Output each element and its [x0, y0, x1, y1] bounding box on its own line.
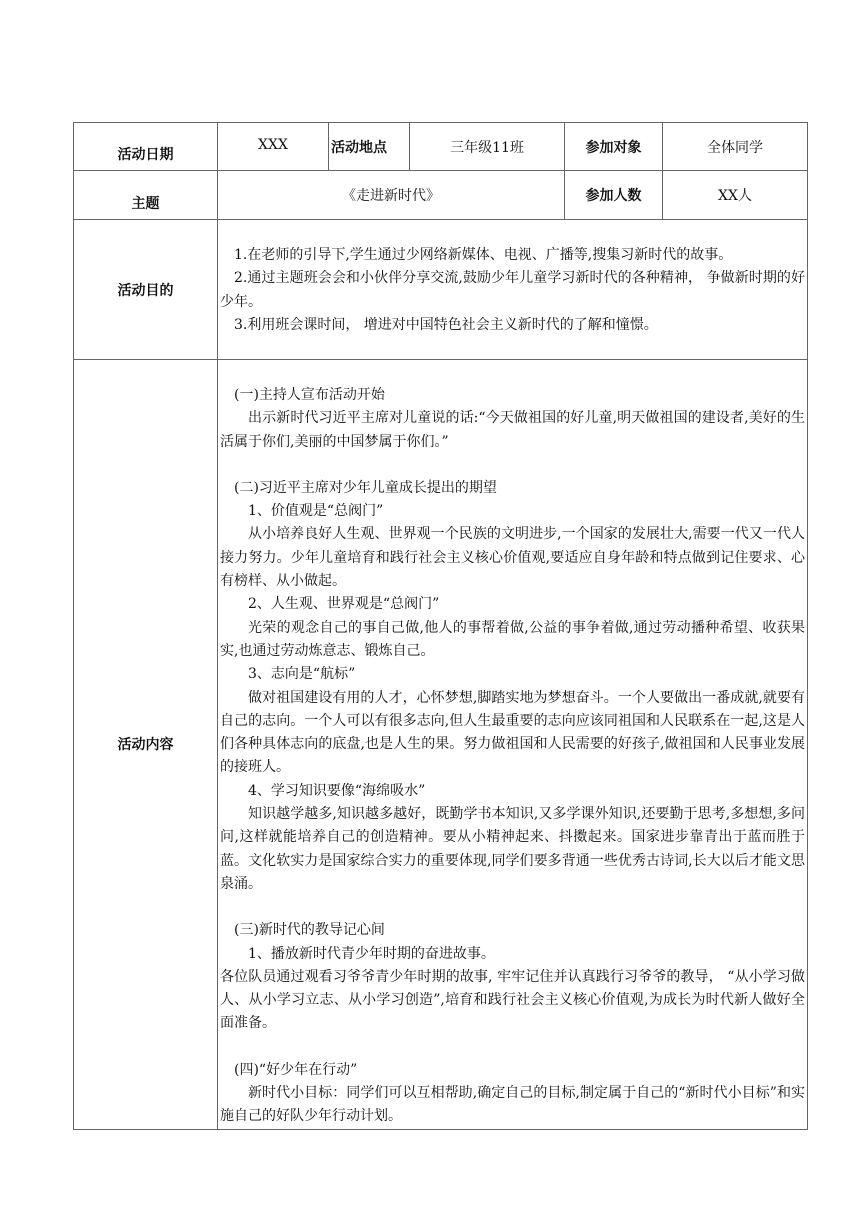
- section-2-para-4: 知识越学越多,知识越多越好，既勤学书本知识,又多学课外知识,还要勤于思考,多想想,多问问,这样就能培养自己的创造精神。要从小精神起来、抖擞起来。国家进步靠青出于蓝而胜于蓝。文化软实力是国家综合实力的重要体现,同学们要多背通一些优秀古诗词,长大以后才能文思泉涌。: [220, 806, 805, 892]
- section-4-para-1: 新时代小目标：同学们可以互相帮助,确定自己的目标,制定属于自己的“新时代小目标”和实施自己的好队少年行动计划。: [220, 1085, 805, 1125]
- section-2-title: (二)习近平主席对少年儿童成长提出的期望: [234, 479, 497, 496]
- date-value: XXX: [218, 123, 329, 171]
- section-2-para-3: 做对祖国建设有用的人才，心怀梦想,脚踏实地为梦想奋斗。一个人要做出一番成就,就要有自己的志向。一个人可以有很多志向,但人生最重要的志向应该同祖国和人民联系在一起,这是人们各种具体志向的底盘,也是人生的果。努力做祖国和人民需要的好孩子,做祖国和人民事业发展的接班人。: [220, 689, 805, 776]
- section-2-para-2: 光荣的观念自己的事自己做,他人的事帮着做,公益的事争着做,通过劳动播种希望、收获果实,也通过劳动炼意志、锻炼自己。: [220, 619, 805, 659]
- content-label: 活动内容: [74, 360, 218, 1130]
- section-4-title: (四)“好少年在行动”: [234, 1061, 358, 1078]
- purpose-item-2: 2.通过主题班会会和小伙伴分享交流,鼓励少年儿童学习新时代的各种精神， 争做新时期的好少年。: [220, 270, 805, 310]
- purpose-item-3: 3.利用班会课时间， 增进对中国特色社会主义新时代的了解和憧憬。: [234, 316, 658, 333]
- theme-value: 《走进新时代》: [218, 171, 565, 220]
- section-3-para-1: 各位队员通过观看习爷爷青少年时期的故事, 牢牢记住并认真践行习爷爷的教导， “从小学习做人、从小学习立志、从小学习创造”,培育和践行社会主义核心价值观,为成长为时代新人做好全面准备。: [220, 968, 805, 1032]
- section-2-heading-3: 3、志向是“航标”: [248, 666, 356, 683]
- section-2-heading-4: 4、学习知识要像“海绵吸水”: [248, 782, 426, 799]
- info-row-1: [74, 123, 808, 171]
- section-3-heading-1: 1、播放新时代青少年时期的奋进故事。: [248, 945, 495, 962]
- info-row-2: [74, 171, 808, 220]
- theme-label: 主题: [74, 171, 218, 220]
- count-label: 参加人数: [565, 171, 663, 220]
- count-value: XX人: [663, 171, 808, 220]
- section-1-title: (一)主持人宣布活动开始: [234, 387, 385, 403]
- date-label: 活动日期: [74, 123, 218, 171]
- content-row: [74, 360, 808, 1130]
- section-2-para-1: 从小培养良好人生观、世界观一个民族的文明进步,一个国家的发展壮大,需要一代又一代人接力努力。少年儿童培育和践行社会主义核心价值观,要适应自身年龄和特点做到记住要求、心有榜样、从小做起。: [220, 526, 805, 590]
- section-2-heading-2: 2、人生观、世界观是“总阀门”: [248, 596, 440, 613]
- purpose-label: 活动目的: [74, 220, 218, 360]
- section-1-body: 出示新时代习近平主席对儿童说的话:“今天做祖国的好儿童,明天做祖国的建设者,美好的生活属于你们,美丽的中国梦属于你们。”: [220, 410, 805, 450]
- purpose-cell: [218, 220, 808, 360]
- purpose-item-1: 1.在老师的引导下,学生通过少网络新媒体、电视、广播等,搜集习新时代的故事。: [234, 247, 733, 263]
- location-value: 三年级11班: [410, 123, 565, 171]
- activity-plan-table: [73, 122, 808, 1130]
- location-label: 活动地点: [329, 123, 410, 171]
- participants-label: 参加对象: [565, 123, 663, 171]
- content-cell: [218, 360, 808, 1130]
- section-2-heading-1: 1、价值观是“总阀门”: [248, 503, 384, 520]
- participants-value: 全体同学: [663, 123, 808, 171]
- purpose-row: [74, 220, 808, 360]
- section-3-title: (三)新时代的教导记心间: [234, 922, 385, 939]
